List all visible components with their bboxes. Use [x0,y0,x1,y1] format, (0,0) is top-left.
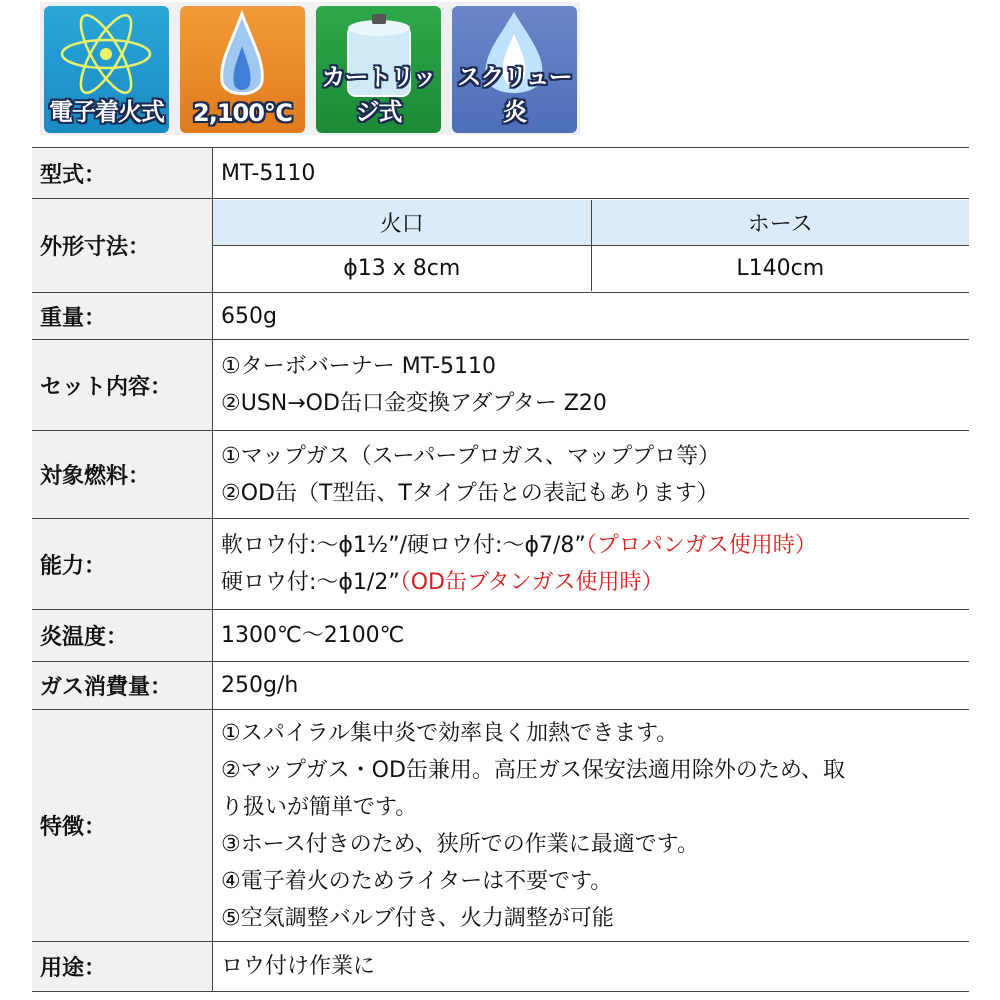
flame-temp-value: 1300℃～2100℃ [213,610,970,662]
feature-icons-strip [40,2,580,135]
weight-label: 重量： [32,293,213,340]
feature-line-6: ⑤空気調整バルブ付き、火力調整が可能 [221,905,614,931]
feature-line-4: ③ホース付きのため、狭所での作業に最適です。 [221,831,699,857]
set-row [32,340,969,431]
model-value: MT-5110 [213,148,970,199]
capacity-row [32,519,969,610]
cartridge-label: カートリッジ式 [321,63,436,126]
dimensions-cell [213,199,970,293]
fuel-line-1: ①マップガス（スーパープロガス、マッププロ等） [221,443,721,469]
capacity-line-2-text: 硬ロウ付:～ϕ1/2” [221,570,400,595]
feature-line-2: ②マップガス・OD缶兼用。高圧ガス保安法適用除外のため、取 [221,757,846,783]
spec-table [32,147,969,992]
gas-consumption-label: ガス消費量： [32,662,213,710]
usage-value: ロウ付け作業に [213,942,970,992]
capacity-line-2 [221,564,969,601]
fuel-value [213,431,970,519]
weight-row [32,293,969,340]
feature-line-5: ④電子着火のためライターは不要です。 [221,868,613,894]
dimensions-col2-value: L140cm [736,256,825,281]
electronic-ignition-label: 電子着火式 [49,98,164,126]
capacity-line-2-note: （OD缶ブタンガス使用時） [399,570,664,595]
capacity-value [213,519,970,610]
model-label: 型式： [32,148,213,199]
feature-line-1: ①スパイラル集中炎で効率良く加熱できます。 [221,720,679,746]
temperature-label: 2,100℃ [193,99,292,127]
usage-row [32,942,969,992]
features-value [213,710,970,942]
dimensions-col1-value: ϕ13 x 8cm [213,246,591,292]
fuel-label: 対象燃料： [32,431,213,519]
dimensions-label: 外形寸法： [32,199,213,293]
capacity-label: 能力： [32,519,213,610]
dimensions-subtable [213,200,969,291]
screw-flame-label: スクリュー炎 [457,63,572,126]
capacity-line-1 [221,527,969,564]
screw-flame-badge [452,6,577,133]
dimensions-col2-header: ホース [591,200,969,246]
features-label: 特徴： [32,710,213,942]
gas-consumption-value: 250g/h [213,662,970,710]
flame-temp-row [32,610,969,662]
set-label: セット内容： [32,340,213,431]
gas-consumption-row [32,662,969,710]
capacity-line-1-text: 軟ロウ付:～ϕ1½”/硬ロウ付:～ϕ7/8” [221,533,586,558]
fuel-line-2: ②OD缶（T型缶、Tタイプ缶との表記もあります） [221,480,719,506]
set-value [213,340,970,431]
dimensions-row [32,199,969,293]
features-row [32,710,969,942]
weight-value: 650g [213,293,970,340]
fuel-row [32,431,969,519]
model-row [32,148,969,199]
set-line-2: ②USN→OD缶口金変換アダプター Z20 [221,391,607,416]
temperature-badge [180,6,305,133]
feature-line-3: り扱いが簡単です。 [221,794,418,820]
set-line-1: ①ターボバーナー MT-5110 [221,354,497,379]
capacity-line-1-note: （プロパンガス使用時） [585,533,817,558]
cartridge-badge [316,6,441,133]
usage-label: 用途： [32,942,213,992]
flame-temp-label: 炎温度： [32,610,213,662]
dimensions-col1-header: 火口 [213,200,591,246]
electronic-ignition-badge [44,6,169,133]
